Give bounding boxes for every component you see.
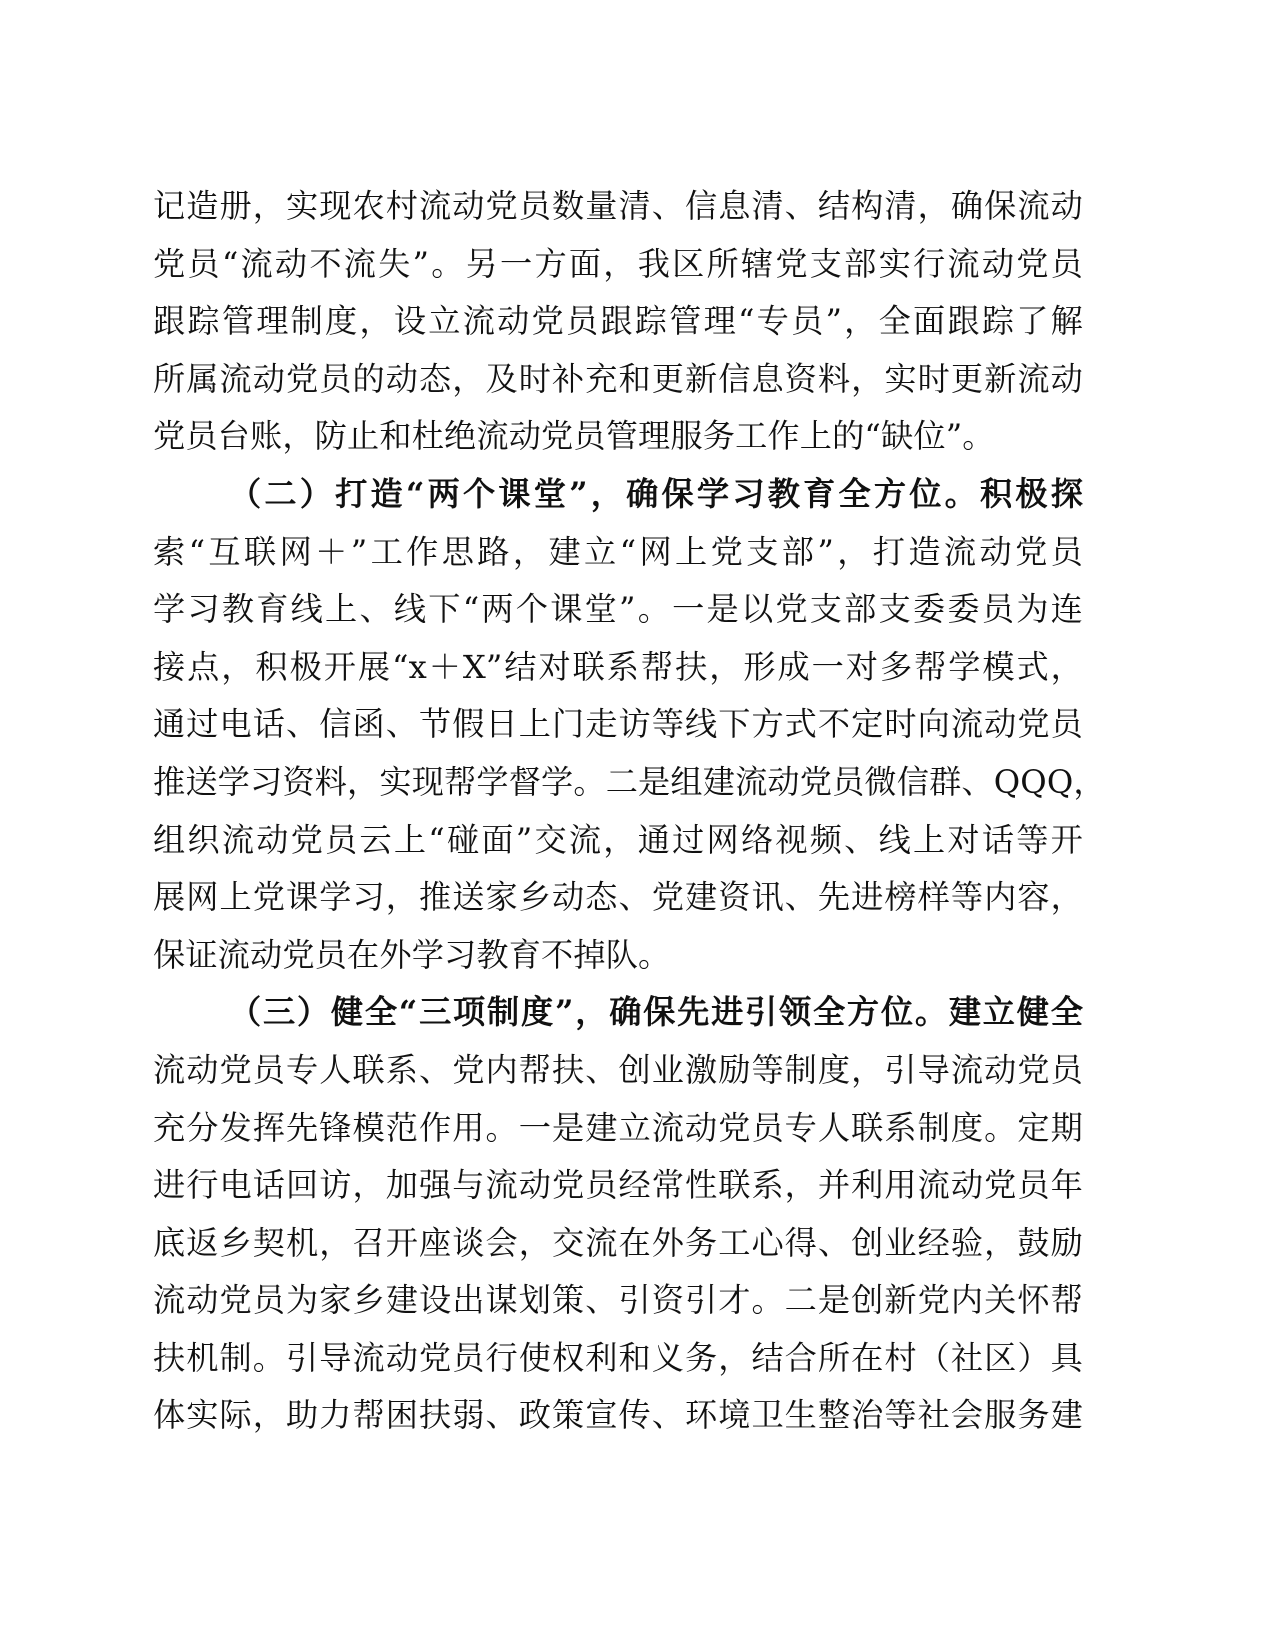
text-line: 充分发挥先锋模范作用。一是建立流动党员专人联系制度。定期 <box>153 1108 1083 1147</box>
text-line: 索“互联网＋”工作思路，建立“网上党支部”，打造流动党员 <box>153 532 1083 571</box>
text-line: 保证流动党员在外学习教育不掉队。 <box>153 935 671 974</box>
text-line: 党员台账，防止和杜绝流动党员管理服务工作上的“缺位”。 <box>153 417 995 456</box>
section-heading-2: （二）打造“两个课堂”，确保学习教育全方位。积极探 <box>229 474 1083 513</box>
text-line: 扶机制。引导流动党员行使权利和义务，结合所在村（社区）具 <box>153 1338 1083 1377</box>
text-line: 展网上党课学习，推送家乡动态、党建资讯、先进榜样等内容， <box>153 878 1083 917</box>
text-line: 进行电话回访，加强与流动党员经常性联系，并利用流动党员年 <box>153 1166 1083 1205</box>
text-line: 接点，积极开展“x＋X”结对联系帮扶，形成一对多帮学模式， <box>153 647 1083 686</box>
text-line: 组织流动党员云上“碰面”交流，通过网络视频、线上对话等开 <box>153 820 1083 859</box>
text-line: 流动党员为家乡建设出谋划策、引资引才。二是创新党内关怀帮 <box>153 1281 1083 1320</box>
section-heading-3: （三）健全“三项制度”，确保先进引领全方位。建立健全 <box>229 993 1083 1032</box>
text-line: 底返乡契机，召开座谈会，交流在外务工心得、创业经验，鼓励 <box>153 1223 1083 1262</box>
text-line: 推送学习资料，实现帮学督学。二是组建流动党员微信群、QQQ， <box>153 762 1106 801</box>
text-line: 党员“流动不流失”。另一方面，我区所辖党支部实行流动党员 <box>153 244 1083 283</box>
text-line: 所属流动党员的动态，及时补充和更新信息资料，实时更新流动 <box>153 359 1083 398</box>
text-line: 通过电话、信函、节假日上门走访等线下方式不定时向流动党员 <box>153 705 1083 744</box>
body-text <box>153 178 1106 1445</box>
text-line: 学习教育线上、线下“两个课堂”。一是以党支部支委委员为连 <box>153 590 1083 629</box>
text-line: 记造册，实现农村流动党员数量清、信息清、结构清，确保流动 <box>153 187 1083 225</box>
text-line: 体实际，助力帮困扶弱、政策宣传、环境卫生整治等社会服务建 <box>153 1396 1083 1435</box>
text-line: 流动党员专人联系、党内帮扶、创业激励等制度，引导流动党员 <box>153 1050 1083 1089</box>
text-line: 跟踪管理制度，设立流动党员跟踪管理“专员”，全面跟踪了解 <box>153 302 1083 341</box>
